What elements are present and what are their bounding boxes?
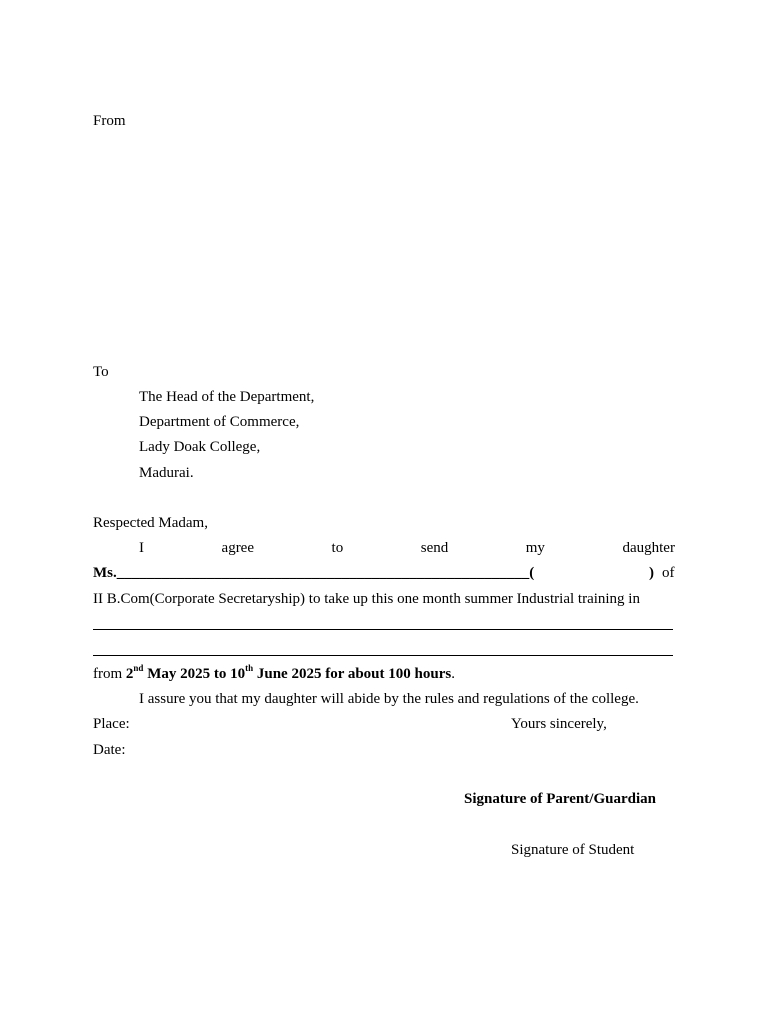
address-line-4: Madurai. xyxy=(139,465,194,481)
address-line-2: Department of Commerce, xyxy=(139,414,300,430)
date-label: Date: xyxy=(93,742,126,758)
date-middle: May 2025 to 10 xyxy=(143,666,246,682)
address-line-1: The Head of the Department, xyxy=(139,389,315,405)
assurance-line: I assure you that my daughter will abide by the rules and regulations of the college. xyxy=(139,691,639,707)
agreement-line xyxy=(139,541,675,556)
to-label: To xyxy=(93,364,109,380)
course-line: II B.Com(Corporate Secretaryship) to take up this one month summer Industrial training in xyxy=(93,591,640,607)
student-name-field xyxy=(93,566,534,581)
date-start-number: 2 xyxy=(125,666,134,682)
student-signature-label: Signature of Student xyxy=(511,842,635,858)
agree-word: send xyxy=(420,540,449,556)
of-word: of xyxy=(662,565,675,581)
agree-word: agree xyxy=(221,540,254,556)
from-word: from xyxy=(93,666,123,682)
training-period-line xyxy=(93,663,455,682)
company-blank-line xyxy=(93,655,673,656)
date-end-suffix: th xyxy=(245,663,254,673)
from-label: From xyxy=(93,113,126,129)
name-blank: _______________________________________________________ xyxy=(116,565,530,581)
ms-label: Ms. xyxy=(93,565,117,581)
closing: Yours sincerely, xyxy=(511,716,607,732)
period: . xyxy=(451,666,455,682)
parent-signature-label: Signature of Parent/Guardian xyxy=(464,791,656,807)
training-dates xyxy=(125,663,452,682)
company-blank-line xyxy=(93,629,673,630)
place-label: Place: xyxy=(93,716,130,732)
close-paren: ) xyxy=(649,565,654,581)
open-paren: ( xyxy=(529,565,535,581)
date-start-suffix: nd xyxy=(133,663,144,673)
agree-word: daughter xyxy=(622,540,675,556)
date-end: June 2025 for about 100 hours xyxy=(253,666,452,682)
agree-word: to xyxy=(331,540,344,556)
agree-word: I xyxy=(139,540,144,556)
address-line-3: Lady Doak College, xyxy=(139,439,261,455)
salutation: Respected Madam, xyxy=(93,515,208,531)
agree-word: my xyxy=(525,540,545,556)
